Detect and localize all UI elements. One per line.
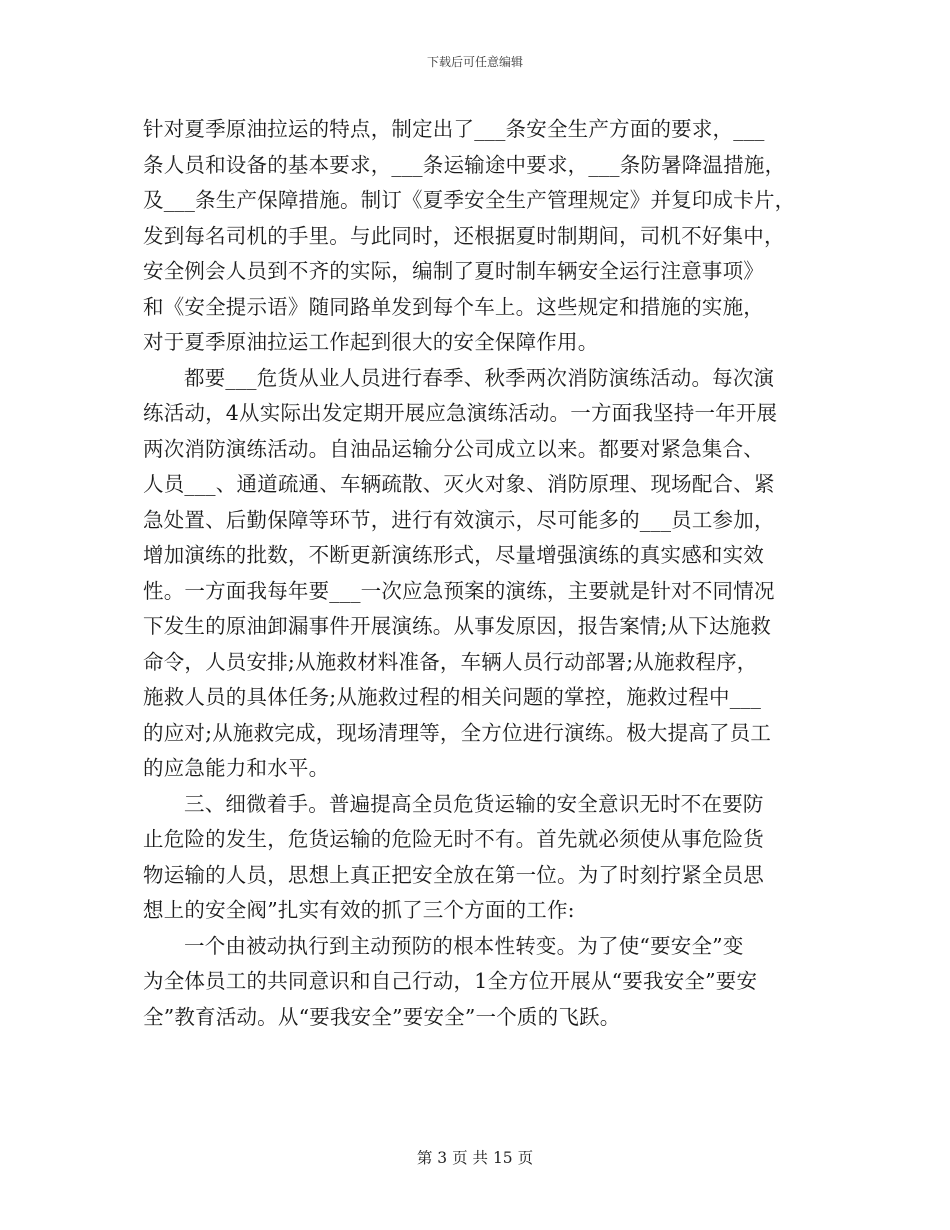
- text-line: 急处置、后勤保障等环节，进行有效演示，尽可能多的___员工参加，: [143, 507, 775, 532]
- page-header: 下载后可任意编辑: [426, 55, 523, 69]
- text-line: 对于夏季原油拉运工作起到很大的安全保障作用。: [143, 330, 599, 354]
- text-line: 人员___、通道疏通、车辆疏散、灭火对象、消防原理、现场配合、紧: [143, 472, 775, 496]
- text-line: 止危险的发生，危货运输的危险无时不有。首先就必须使从事危险货: [143, 827, 764, 851]
- text-line: 全”教育活动。从“要我安全”要安全”一个质的飞跃。: [143, 1004, 621, 1029]
- paragraph-start-line: 三、细微着手。普遍提高全员危货运输的安全意识无时不在要防: [184, 791, 764, 816]
- text-line: 物运输的人员，思想上真正把安全放在第一位。为了时刻拧紧全员思: [143, 862, 764, 887]
- text-line: 针对夏季原油拉运的特点，制定出了___条安全生产方面的要求，___: [143, 117, 765, 141]
- text-line: 想上的安全阀”扎实有效的抓了三个方面的工作:: [143, 898, 575, 922]
- text-line: 条人员和设备的基本要求，___条运输途中要求，___条防暑降温措施，: [143, 152, 786, 177]
- text-line: 的应对;从施救完成，现场清理等，全方位进行演练。极大提高了员工: [143, 720, 772, 745]
- text-line: 命令，人员安排;从施救材料准备，车辆人员行动部署;从施救程序，: [143, 649, 758, 674]
- text-line: 施救人员的具体任务;从施救过程的相关问题的掌控，施救过程中___: [143, 685, 762, 709]
- text-line: 下发生的原油卸漏事件开展演练。从事发原因，报告案情;从下达施救: [143, 614, 772, 638]
- text-line: 两次消防演练活动。自油品运输分公司成立以来。都要对紧急集合、: [143, 436, 764, 461]
- text-line: 安全例会人员到不齐的实际，编制了夏时制车辆安全运行注意事项》: [143, 259, 764, 283]
- text-line: 练活动，4从实际出发定期开展应急演练活动。一方面我坚持一年开展: [143, 401, 778, 425]
- text-line: 及___条生产保障措施。制订《夏季安全生产管理规定》并复印成卡片，: [143, 188, 796, 212]
- page-number: 第 3 页 共 15 页: [416, 1149, 534, 1167]
- text-line: 增加演练的批数，不断更新演练形式，尽量增强演练的真实感和实效: [143, 543, 764, 567]
- text-line: 和《安全提示语》随同路单发到每个车上。这些规定和措施的实施，: [143, 294, 764, 319]
- text-line: 为全体员工的共同意识和自己行动，1全方位开展从“要我安全”要安: [143, 969, 758, 993]
- document-body: [143, 112, 815, 1035]
- text-line: 发到每名司机的手里。与此同时，还根据夏时制期间，司机不好集中，: [143, 223, 785, 248]
- text-line: 的应急能力和水平。: [143, 756, 330, 780]
- paragraph-start-line: 一个由被动执行到主动预防的根本性转变。为了使“要安全”变: [184, 933, 744, 958]
- text-line: 性。一方面我每年要___一次应急预案的演练，主要就是针对不同情况: [143, 578, 775, 603]
- paragraph-start-line: 都要___危货从业人员进行春季、秋季两次消防演练活动。每次演: [184, 365, 775, 390]
